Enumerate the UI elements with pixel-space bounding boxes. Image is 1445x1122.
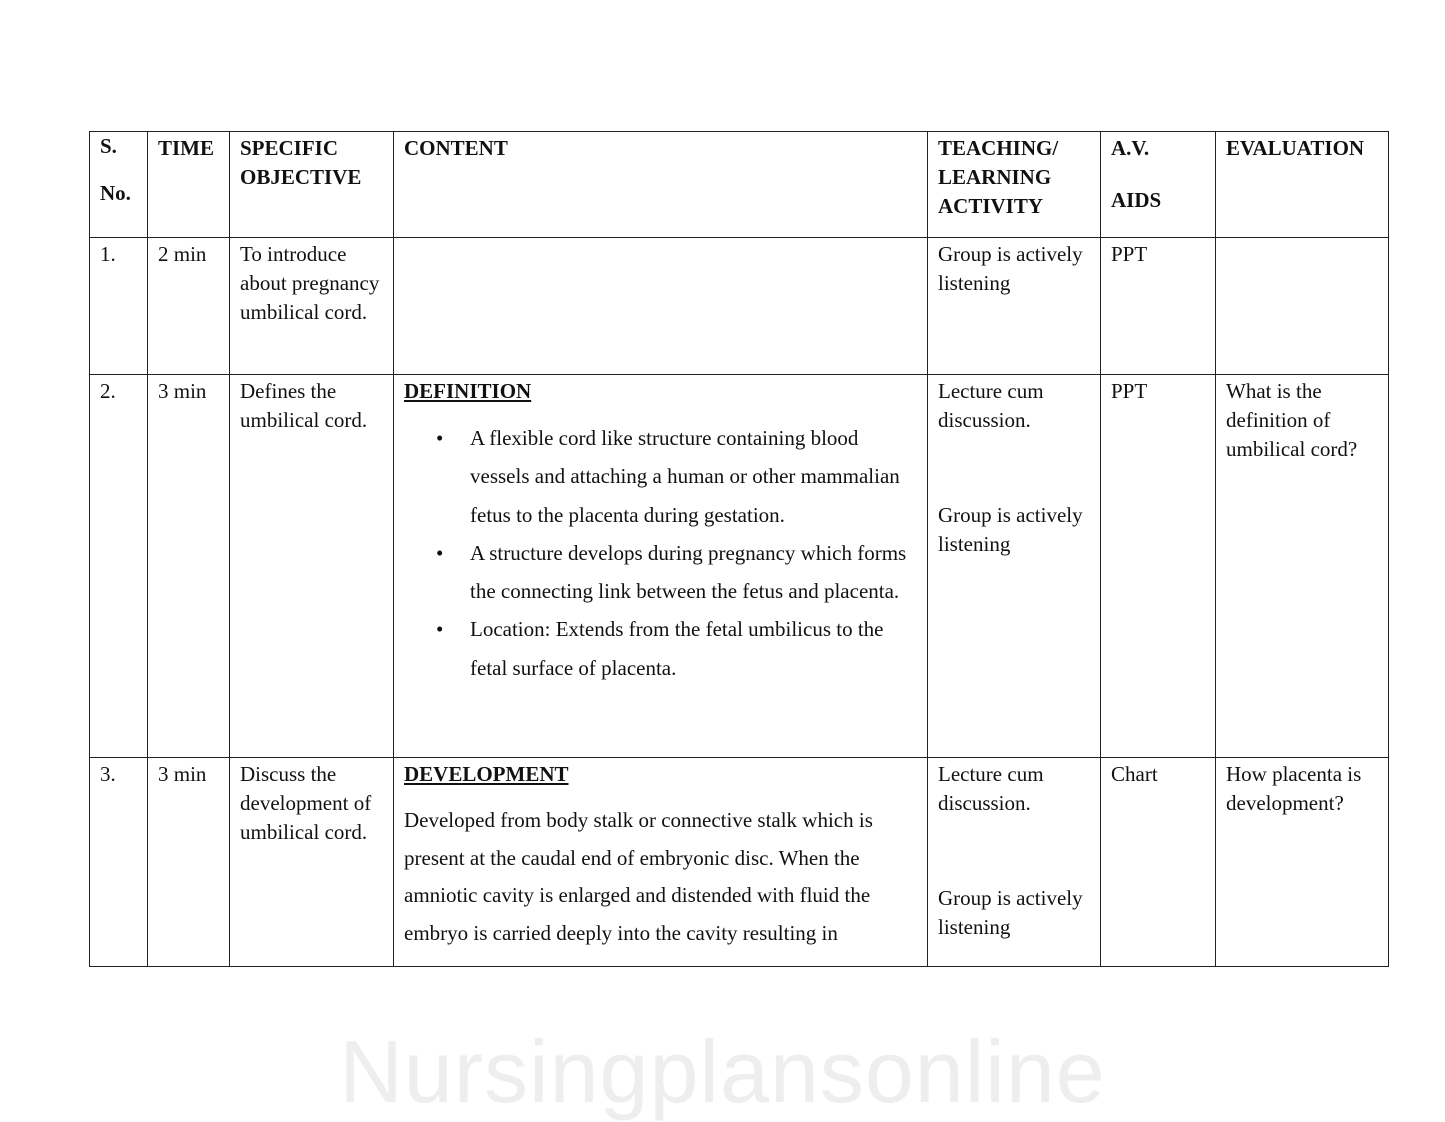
watermark: Nursingplansonline (339, 1022, 1106, 1121)
header-av-line1: A.V. (1111, 136, 1150, 160)
header-sno-line2: No. (100, 181, 131, 205)
cell-time: 3 min (148, 375, 230, 758)
content-heading-development: DEVELOPMENT (404, 762, 569, 786)
header-content: CONTENT (394, 132, 928, 238)
bullet-icon: • (436, 540, 444, 565)
cell-av-aids: PPT (1101, 238, 1216, 375)
activity-listening: Group is actively listening (938, 886, 1083, 939)
bullet-text: A flexible cord like structure containing blood vessels and attaching a human or other mammalian fetus to the placenta during gestation. (470, 426, 900, 527)
cell-evaluation: What is the definition of umbilical cord? (1216, 375, 1389, 758)
cell-content (394, 758, 928, 967)
header-objective (230, 132, 394, 238)
activity-lecture: Lecture cum discussion. (938, 762, 1044, 815)
development-paragraph: Developed from body stalk or connective stalk which is present at the caudal end of embryonic disc. When the amniotic cavity is enlarged and distended with fluid the embryo is carried deeply into the cavity resulting in (404, 808, 873, 945)
header-sno (90, 132, 148, 238)
bullet-text: Location: Extends from the fetal umbilicus to the fetal surface of placenta. (470, 617, 884, 680)
list-item (436, 419, 917, 534)
header-sno-line1: S. (100, 134, 117, 158)
cell-objective: Discuss the development of umbilical cord. (230, 758, 394, 967)
cell-objective: Defines the umbilical cord. (230, 375, 394, 758)
cell-activity: Group is actively listening (928, 238, 1101, 375)
content-heading-definition: DEFINITION (404, 379, 532, 403)
header-av-aids (1101, 132, 1216, 238)
table-row (90, 758, 1389, 967)
cell-activity (928, 758, 1101, 967)
cell-evaluation (1216, 238, 1389, 375)
list-item (436, 534, 917, 611)
cell-time: 3 min (148, 758, 230, 967)
definition-bullet-list (404, 419, 917, 687)
bullet-icon: • (436, 617, 444, 642)
table-header-row (90, 132, 1389, 238)
cell-sno: 3. (90, 758, 148, 967)
cell-content (394, 375, 928, 758)
activity-listening: Group is actively listening (938, 503, 1083, 556)
cell-sno: 2. (90, 375, 148, 758)
cell-content (394, 238, 928, 375)
header-activity-line2: LEARNING (938, 165, 1052, 189)
header-av-line2: AIDS (1111, 188, 1162, 212)
cell-av-aids: PPT (1101, 375, 1216, 758)
bullet-icon: • (436, 426, 444, 450)
table-row (90, 238, 1389, 375)
cell-sno: 1. (90, 238, 148, 375)
header-activity (928, 132, 1101, 238)
activity-lecture: Lecture cum discussion. (938, 379, 1044, 432)
header-objective-line1: SPECIFIC (240, 136, 339, 160)
lesson-plan-table (89, 131, 1389, 967)
header-time: TIME (148, 132, 230, 238)
cell-activity (928, 375, 1101, 758)
header-evaluation: EVALUATION (1216, 132, 1389, 238)
cell-evaluation: How placenta is development? (1216, 758, 1389, 967)
list-item (436, 610, 917, 687)
header-objective-line2: OBJECTIVE (240, 165, 362, 189)
bullet-text: A structure develops during pregnancy which forms the connecting link between the fetus and placenta. (470, 540, 907, 604)
cell-av-aids: Chart (1101, 758, 1216, 967)
cell-objective: To introduce about pregnancy umbilical cord. (230, 238, 394, 375)
header-activity-line1: TEACHING/ (938, 136, 1059, 160)
table-row (90, 375, 1389, 758)
header-activity-line3: ACTIVITY (938, 194, 1044, 218)
cell-time: 2 min (148, 238, 230, 375)
